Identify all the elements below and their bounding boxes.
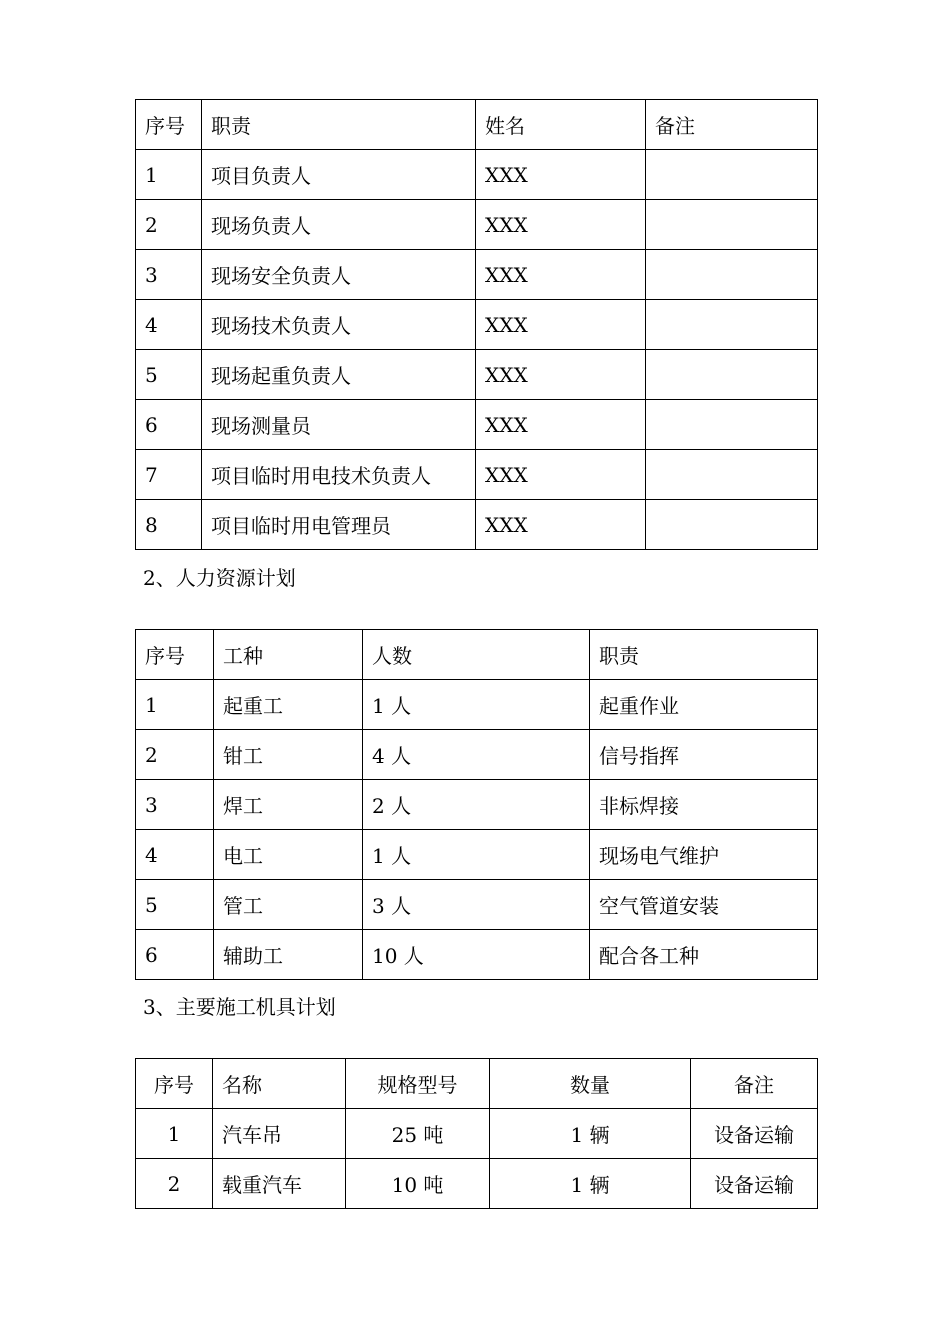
table-cell: XXX xyxy=(476,400,646,450)
header-cell: 人数 xyxy=(363,630,590,680)
header-cell: 职责 xyxy=(590,630,818,680)
table-cell: 4 xyxy=(136,300,202,350)
table-cell: XXX xyxy=(476,250,646,300)
table-cell: 4 xyxy=(136,830,214,880)
table-cell: 现场技术负责人 xyxy=(202,300,476,350)
table-header-row xyxy=(136,1059,818,1109)
header-cell: 名称 xyxy=(213,1059,346,1109)
table-cell: 设备运输 xyxy=(691,1159,818,1209)
table-cell: 1 xyxy=(136,1109,213,1159)
table-row xyxy=(136,150,818,200)
staff-responsibility-table xyxy=(135,99,818,550)
table-cell: 辅助工 xyxy=(214,930,363,980)
table-header-row xyxy=(136,630,818,680)
table-cell: 现场起重负责人 xyxy=(202,350,476,400)
table-cell xyxy=(646,200,818,250)
table-cell: 项目临时用电技术负责人 xyxy=(202,450,476,500)
table-cell: 4 人 xyxy=(363,730,590,780)
table-row xyxy=(136,830,818,880)
header-cell: 职责 xyxy=(202,100,476,150)
table-row xyxy=(136,400,818,450)
table-cell: XXX xyxy=(476,200,646,250)
table-row xyxy=(136,730,818,780)
table-cell: 1 人 xyxy=(363,680,590,730)
table-cell: 10 人 xyxy=(363,930,590,980)
table-cell: 电工 xyxy=(214,830,363,880)
table-cell: 1 xyxy=(136,150,202,200)
table-cell: 7 xyxy=(136,450,202,500)
table-cell: 管工 xyxy=(214,880,363,930)
table-cell: 现场电气维护 xyxy=(590,830,818,880)
table-cell: 设备运输 xyxy=(691,1109,818,1159)
table-cell: 5 xyxy=(136,880,214,930)
table-row xyxy=(136,1109,818,1159)
table-cell: 3 xyxy=(136,250,202,300)
table-row xyxy=(136,450,818,500)
table-cell: XXX xyxy=(476,300,646,350)
table-cell: 3 xyxy=(136,780,214,830)
table-cell: 载重汽车 xyxy=(213,1159,346,1209)
section-heading-manpower: 2、人力资源计划 xyxy=(143,566,296,590)
header-cell: 规格型号 xyxy=(346,1059,490,1109)
table-cell: 3 人 xyxy=(363,880,590,930)
table-cell: 2 人 xyxy=(363,780,590,830)
table-row xyxy=(136,350,818,400)
table-cell: XXX xyxy=(476,450,646,500)
table-cell: 项目负责人 xyxy=(202,150,476,200)
table-cell: 1 人 xyxy=(363,830,590,880)
table-cell: 空气管道安装 xyxy=(590,880,818,930)
table-cell: 信号指挥 xyxy=(590,730,818,780)
table-cell: 焊工 xyxy=(214,780,363,830)
table-cell: 2 xyxy=(136,200,202,250)
table-row xyxy=(136,500,818,550)
table-cell: XXX xyxy=(476,350,646,400)
table-cell xyxy=(646,500,818,550)
table-cell: 6 xyxy=(136,400,202,450)
table-cell: 25 吨 xyxy=(346,1109,490,1159)
table-cell: 现场测量员 xyxy=(202,400,476,450)
table-cell: 起重作业 xyxy=(590,680,818,730)
table-row xyxy=(136,930,818,980)
header-cell: 备注 xyxy=(691,1059,818,1109)
header-cell: 姓名 xyxy=(476,100,646,150)
header-cell: 数量 xyxy=(490,1059,691,1109)
table-row xyxy=(136,880,818,930)
table-header-row xyxy=(136,100,818,150)
table-cell: 2 xyxy=(136,730,214,780)
table-row xyxy=(136,1159,818,1209)
table-row xyxy=(136,300,818,350)
table-cell: 8 xyxy=(136,500,202,550)
table-cell: 现场负责人 xyxy=(202,200,476,250)
table-row xyxy=(136,780,818,830)
table-cell xyxy=(646,350,818,400)
table-cell xyxy=(646,450,818,500)
equipment-plan-table xyxy=(135,1058,818,1209)
header-cell: 备注 xyxy=(646,100,818,150)
table-cell: 1 辆 xyxy=(490,1159,691,1209)
table-cell: 6 xyxy=(136,930,214,980)
table-cell: 汽车吊 xyxy=(213,1109,346,1159)
table-cell: 配合各工种 xyxy=(590,930,818,980)
table-cell xyxy=(646,400,818,450)
table-cell: 10 吨 xyxy=(346,1159,490,1209)
manpower-plan-table xyxy=(135,629,818,980)
table-cell: XXX xyxy=(476,150,646,200)
header-cell: 序号 xyxy=(136,630,214,680)
table-cell: 1 辆 xyxy=(490,1109,691,1159)
header-cell: 序号 xyxy=(136,1059,213,1109)
table-cell: 2 xyxy=(136,1159,213,1209)
table-cell: 项目临时用电管理员 xyxy=(202,500,476,550)
table-cell: 钳工 xyxy=(214,730,363,780)
table-cell xyxy=(646,300,818,350)
table-cell: 1 xyxy=(136,680,214,730)
header-cell: 工种 xyxy=(214,630,363,680)
table-cell: 起重工 xyxy=(214,680,363,730)
table-row xyxy=(136,200,818,250)
header-cell: 序号 xyxy=(136,100,202,150)
table-cell xyxy=(646,250,818,300)
table-cell: 5 xyxy=(136,350,202,400)
table-cell xyxy=(646,150,818,200)
table-row xyxy=(136,680,818,730)
table-cell: 现场安全负责人 xyxy=(202,250,476,300)
table-row xyxy=(136,250,818,300)
section-heading-equipment: 3、主要施工机具计划 xyxy=(143,995,336,1019)
table-cell: XXX xyxy=(476,500,646,550)
table-cell: 非标焊接 xyxy=(590,780,818,830)
